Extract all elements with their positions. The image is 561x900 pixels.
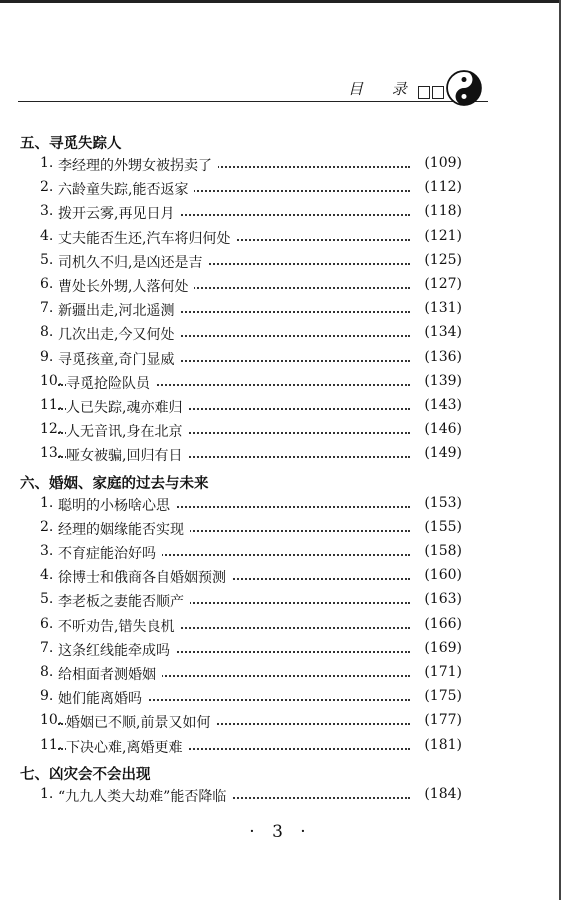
toc-entry[interactable] (40, 397, 462, 419)
toc-entry[interactable] (40, 519, 462, 541)
entry-title: 聪明的小杨啥心思 (58, 495, 176, 515)
entry-title: 六龄童失踪,能否返家 (58, 179, 194, 199)
entry-number: 11. (40, 736, 63, 753)
toc-entry[interactable] (40, 324, 462, 346)
entry-title: 人已失踪,魂亦难归 (66, 397, 188, 417)
entry-page-number: (139) (424, 372, 462, 389)
entry-title: 司机久不归,是凶还是吉 (58, 252, 208, 272)
entry-title: “九九人类大劫难”能否降临 (58, 786, 232, 806)
entry-number: 9. (40, 348, 54, 365)
entry-title: 寻觅孩童,奇门显威 (58, 349, 180, 369)
running-header (18, 70, 548, 110)
entry-page-number: (158) (424, 543, 462, 559)
entry-title: 给相面者测婚姻 (58, 664, 162, 684)
entry-number: 6. (40, 276, 54, 292)
header-ornament-boxes (418, 84, 446, 103)
entry-page-number: (146) (424, 421, 462, 438)
entry-number: 1. (40, 155, 54, 171)
entry-number: 8. (40, 664, 54, 680)
entry-number: 12. (40, 421, 63, 438)
toc-entry[interactable] (40, 179, 462, 201)
entry-number: 4. (40, 567, 54, 584)
entry-page-number: (134) (424, 324, 462, 341)
toc-entry[interactable] (40, 616, 462, 638)
entry-number: 10. (40, 712, 63, 729)
entry-number: 1. (40, 494, 54, 511)
ornament-box (432, 86, 444, 99)
toc-entry[interactable] (40, 421, 462, 443)
entry-title: 拨开云雾,再见日月 (58, 203, 180, 223)
entry-title: 寻觅抢险队员 (66, 373, 156, 393)
entry-number: 1. (40, 785, 54, 802)
entry-number: 8. (40, 324, 54, 341)
entry-page-number: (112) (424, 179, 462, 196)
entry-page-number: (143) (424, 397, 462, 413)
entry-page-number: (163) (424, 591, 462, 608)
toc-entry[interactable] (40, 300, 462, 322)
toc-entry[interactable] (40, 252, 462, 274)
entry-title: 李经理的外甥女被拐卖了 (58, 155, 218, 175)
toc-entry[interactable] (40, 737, 462, 759)
entry-title: 哑女被骗,回归有日 (66, 445, 188, 465)
section-title: 七、凶灾会不会出现 (20, 766, 151, 783)
entry-page-number: (177) (424, 712, 462, 729)
entry-page-number: (118) (424, 203, 462, 220)
toc-entry[interactable] (40, 712, 462, 734)
entry-title: 徐博士和俄商各自婚姻预测 (58, 567, 232, 587)
page-number: · 3 · (249, 822, 312, 842)
entry-number: 3. (40, 203, 54, 220)
entry-number: 10. (40, 372, 63, 389)
section-title: 五、寻觅失踪人 (20, 136, 122, 152)
entry-page-number: (166) (424, 615, 462, 632)
entry-title: 经理的姻缘能否实现 (58, 519, 190, 539)
entry-title: 几次出走,今又何处 (58, 324, 180, 344)
toc-entry[interactable] (40, 155, 462, 177)
toc-entry[interactable] (40, 640, 462, 662)
toc-entry[interactable] (40, 688, 462, 710)
entry-page-number: (121) (424, 227, 462, 244)
entry-title: 下决心难,离婚更难 (66, 737, 188, 757)
toc-entry[interactable] (40, 276, 462, 298)
header-title: 目 录 (348, 80, 419, 98)
entry-number: 5. (40, 591, 54, 608)
entry-page-number: (169) (424, 639, 462, 656)
entry-number: 9. (40, 688, 54, 705)
entry-page-number: (181) (424, 736, 462, 753)
entry-page-number: (155) (424, 518, 462, 535)
entry-title: 丈夫能否生还,汽车将归何处 (58, 228, 236, 248)
entry-title: 李老板之妻能否顺产 (58, 591, 190, 611)
entry-number: 7. (40, 639, 54, 656)
section-title: 六、婚姻、家庭的过去与未来 (20, 475, 209, 492)
entry-number: 13. (40, 445, 63, 462)
entry-title: 人无音讯,身在北京 (66, 421, 188, 441)
entry-number: 3. (40, 543, 54, 559)
toc-entry[interactable] (40, 543, 462, 565)
entry-page-number: (149) (424, 445, 462, 462)
entry-title: 她们能离婚吗 (58, 688, 148, 708)
toc-entry[interactable] (40, 445, 462, 467)
entry-page-number: (127) (424, 276, 462, 292)
entry-number: 2. (40, 518, 54, 535)
entry-page-number: (136) (424, 348, 462, 365)
entry-number: 5. (40, 251, 54, 268)
entry-number: 2. (40, 179, 54, 196)
toc-entry[interactable] (40, 567, 462, 589)
toc-entry[interactable] (40, 228, 462, 250)
toc-entry[interactable] (40, 349, 462, 371)
entry-page-number: (153) (424, 494, 462, 511)
entry-number: 7. (40, 300, 54, 317)
entry-number: 11. (40, 397, 63, 413)
entry-title: 不听劝告,错失良机 (58, 616, 180, 636)
entry-page-number: (125) (424, 251, 462, 268)
entry-number: 6. (40, 615, 54, 632)
entry-title: 新疆出走,河北遥测 (58, 300, 180, 320)
yin-yang-icon (446, 70, 482, 106)
entry-title: 曹处长外甥,人落何处 (58, 276, 194, 296)
entry-page-number: (184) (424, 785, 462, 802)
entry-title: 这条红线能牵成吗 (58, 640, 176, 660)
toc-entry[interactable] (40, 203, 462, 225)
entry-page-number: (109) (424, 155, 462, 171)
entry-title: 婚姻已不顺,前景又如何 (66, 712, 216, 732)
ornament-box (418, 86, 430, 99)
toc-entry[interactable] (40, 495, 462, 517)
toc-entry[interactable] (40, 664, 462, 686)
entry-page-number: (175) (424, 688, 462, 705)
toc-entry[interactable] (40, 591, 462, 613)
entry-page-number: (131) (424, 300, 462, 317)
entry-number: 4. (40, 227, 54, 244)
toc-entry[interactable] (40, 786, 462, 808)
entry-page-number: (160) (424, 567, 462, 584)
entry-title: 不育症能治好吗 (58, 543, 162, 563)
scan-edge-top (0, 0, 561, 3)
toc-entry[interactable] (40, 373, 462, 395)
entry-page-number: (171) (424, 664, 462, 680)
